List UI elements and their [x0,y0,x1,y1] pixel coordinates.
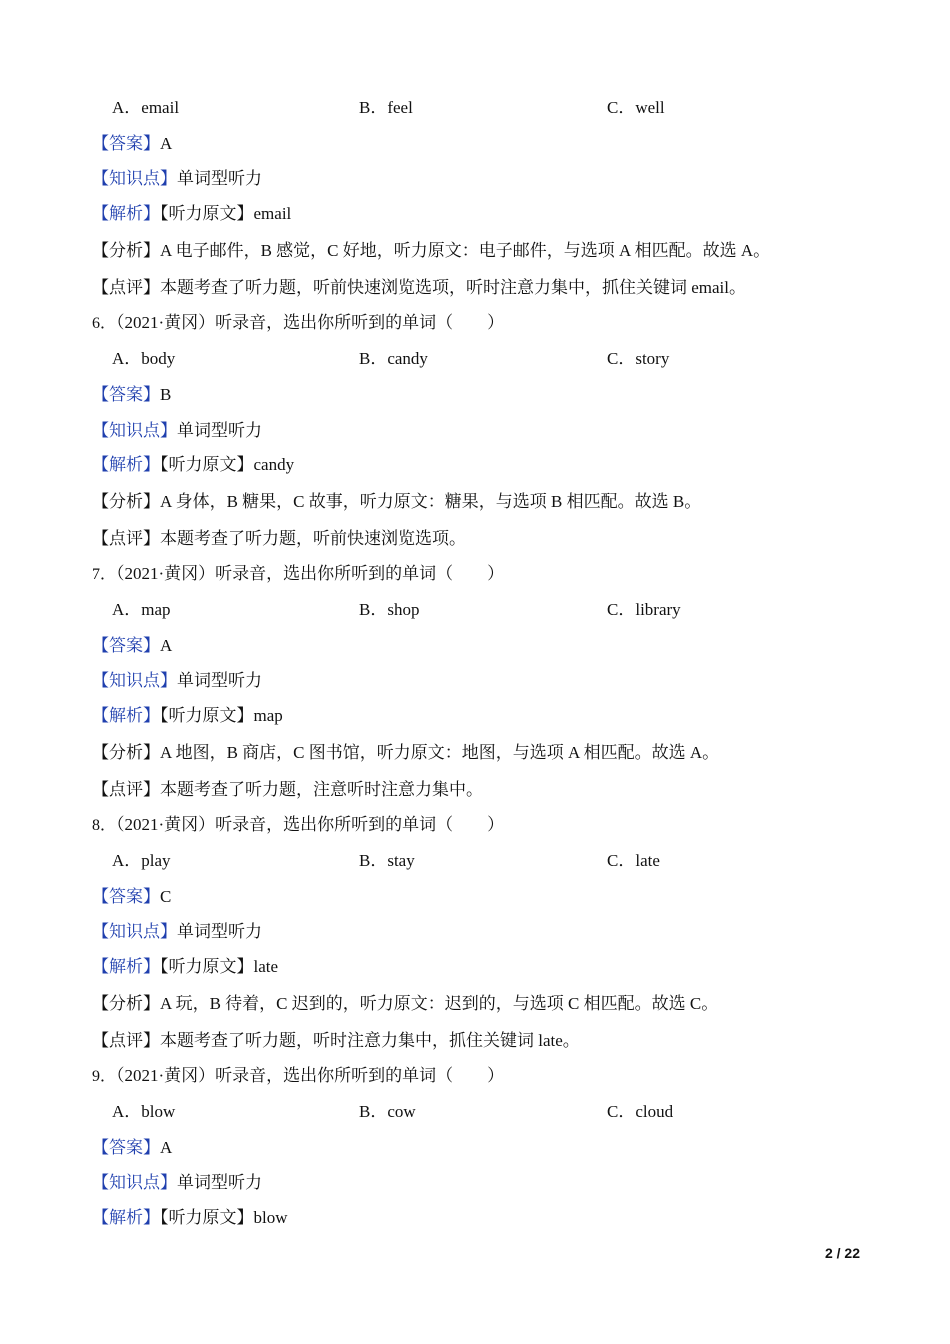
dianping-line: 【点评】本题考查了听力题，注意听时注意力集中。 [92,780,483,799]
option-b: B．shop [359,600,420,619]
question-stem: 8．（2021·黄冈）听录音，选出你所听到的单词（ ） [92,815,505,834]
option-a: A．email [112,98,180,117]
analysis-line: 【解析】【听力原文】blow [92,1208,288,1227]
option-c: C．well [607,98,665,117]
knowledge-point-line: 【知识点】单词型听力 [92,671,262,690]
option-c: C．library [607,600,681,619]
knowledge-point-line: 【知识点】单词型听力 [92,1173,262,1192]
page-number: 2 / 22 [824,1245,860,1261]
option-a: A．map [112,600,171,619]
option-c: C．late [607,851,660,870]
option-c: C．cloud [607,1102,674,1121]
option-b: B．feel [359,98,413,117]
knowledge-point-line: 【知识点】单词型听力 [92,169,262,188]
answer-line: 【答案】A [92,636,173,655]
analysis-line: 【解析】【听力原文】late [92,957,279,976]
fenxi-line: 【分析】A 身体，B 糖果，C 故事，听力原文：糖果，与选项 B 相匹配。故选 B。 [92,492,702,511]
option-b: B．stay [359,851,415,870]
dianping-line: 【点评】本题考查了听力题，听前快速浏览选项。 [92,529,466,548]
answer-line: 【答案】C [92,887,172,906]
option-a: A．blow [112,1102,176,1121]
fenxi-line: 【分析】A 电子邮件，B 感觉，C 好地，听力原文：电子邮件，与选项 A 相匹配。故选 A。 [92,241,771,260]
knowledge-point-line: 【知识点】单词型听力 [92,421,262,440]
option-b: B．cow [359,1102,416,1121]
dianping-line: 【点评】本题考查了听力题，听时注意力集中，抓住关键词 late。 [92,1031,580,1050]
option-b: B．candy [359,349,428,368]
answer-line: 【答案】B [92,385,172,404]
question-stem: 6．（2021·黄冈）听录音，选出你所听到的单词（ ） [92,313,505,332]
option-a: A．play [112,851,171,870]
analysis-line: 【解析】【听力原文】candy [92,455,295,474]
answer-line: 【答案】A [92,134,173,153]
answer-line: 【答案】A [92,1138,173,1157]
fenxi-line: 【分析】A 地图，B 商店，C 图书馆，听力原文：地图，与选项 A 相匹配。故选 A。 [92,743,720,762]
analysis-line: 【解析】【听力原文】email [92,204,292,223]
knowledge-point-line: 【知识点】单词型听力 [92,922,262,941]
question-stem: 7．（2021·黄冈）听录音，选出你所听到的单词（ ） [92,564,505,583]
question-stem: 9．（2021·黄冈）听录音，选出你所听到的单词（ ） [92,1066,505,1085]
analysis-line: 【解析】【听力原文】map [92,706,283,725]
dianping-line: 【点评】本题考查了听力题，听前快速浏览选项，听时注意力集中，抓住关键词 email。 [92,278,747,297]
option-a: A．body [112,349,176,368]
option-c: C．story [607,349,670,368]
fenxi-line: 【分析】A 玩，B 待着，C 迟到的，听力原文：迟到的，与选项 C 相匹配。故选 C。 [92,994,719,1013]
